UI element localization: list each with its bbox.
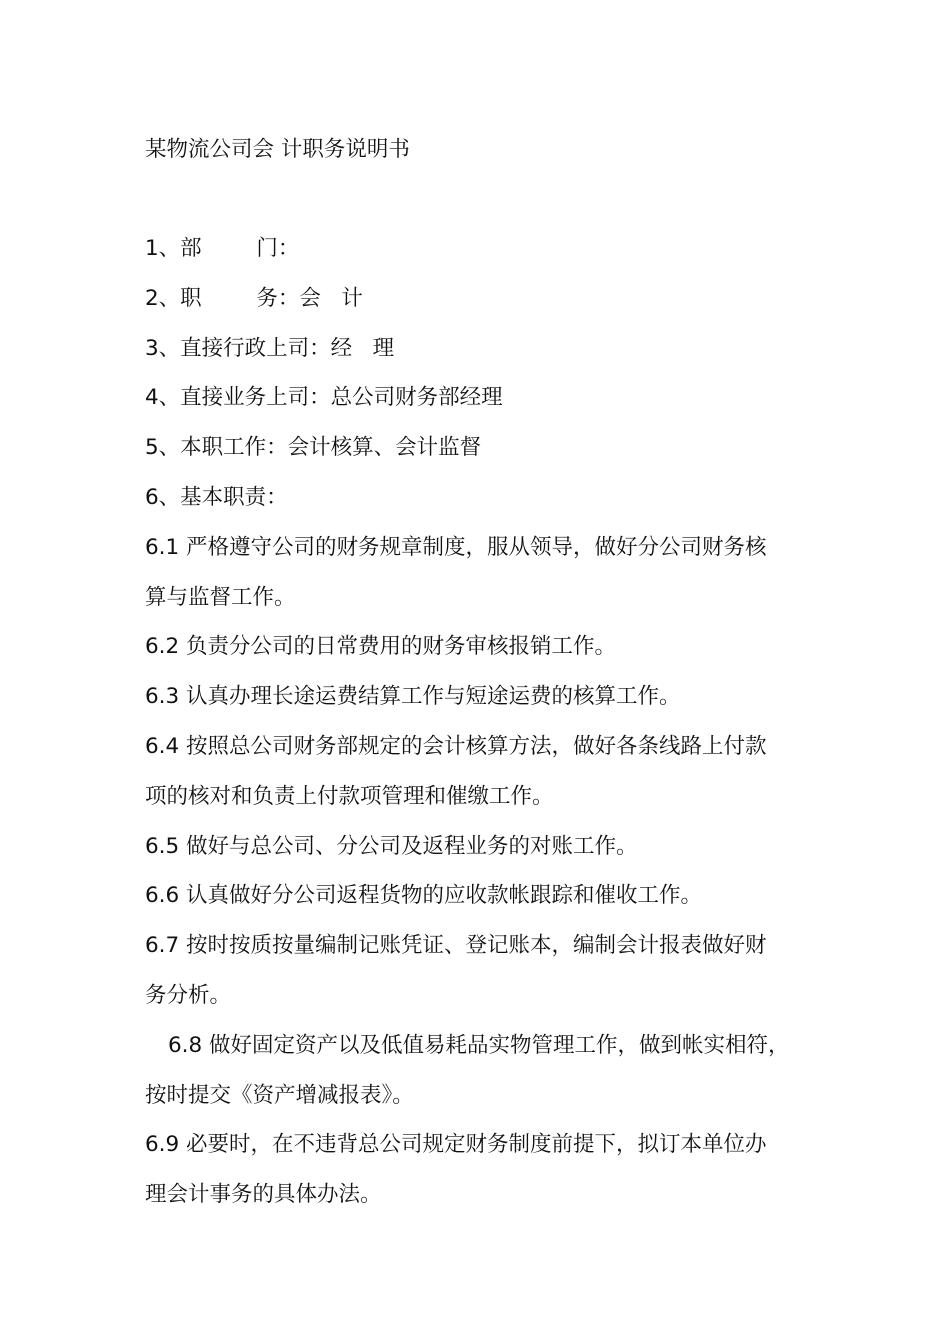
- duty-6-5: 6.5 做好与总公司、分公司及返程业务的对账工作。: [145, 833, 638, 859]
- duty-6-2: 6.2 负责分公司的日常费用的财务审核报销工作。: [145, 634, 617, 660]
- duty-6-9: 6.9 必要时，在不违背总公司规定财务制度前提下，拟订本单位办: [145, 1132, 767, 1158]
- document-body: [145, 224, 845, 1220]
- duty-6-7-cont: 务分析。: [145, 982, 232, 1008]
- duty-6-8: 6.8 做好固定资产以及低值易耗品实物管理工作，做到帐实相符，: [168, 1032, 790, 1058]
- item-department: 1、部 门：: [145, 236, 300, 261]
- duty-6-9-cont: 理会计事务的具体办法。: [145, 1182, 382, 1208]
- duty-6-8-cont: 按时提交《资产增减报表》。: [145, 1082, 414, 1108]
- document-title: 某物流公司会 计职务说明书: [145, 137, 410, 162]
- item-position: 2、职 务：会 计: [145, 285, 363, 311]
- duty-6-1-cont: 算与监督工作。: [145, 584, 296, 610]
- item-admin-supervisor: 3、直接行政上司：经 理: [145, 335, 395, 361]
- duty-6-1: 6.1 严格遵守公司的财务规章制度，服从领导，做好分公司财务核: [145, 534, 767, 560]
- duty-6-3: 6.3 认真办理长途运费结算工作与短途运费的核算工作。: [145, 684, 681, 710]
- item-main-work: 5、本职工作：会计核算、会计监督: [145, 435, 482, 461]
- item-basic-duties: 6、基本职责：: [145, 484, 288, 510]
- duty-6-7: 6.7 按时按质按量编制记账凭证、登记账本，编制会计报表做好财: [145, 933, 767, 959]
- duty-6-4: 6.4 按照总公司财务部规定的会计核算方法，做好各条线路上付款: [145, 733, 767, 759]
- duty-6-6: 6.6 认真做好分公司返程货物的应收款帐跟踪和催收工作。: [145, 883, 703, 909]
- duty-6-4-cont: 项的核对和负责上付款项管理和催缴工作。: [145, 783, 554, 809]
- item-business-supervisor: 4、直接业务上司：总公司财务部经理: [145, 385, 503, 411]
